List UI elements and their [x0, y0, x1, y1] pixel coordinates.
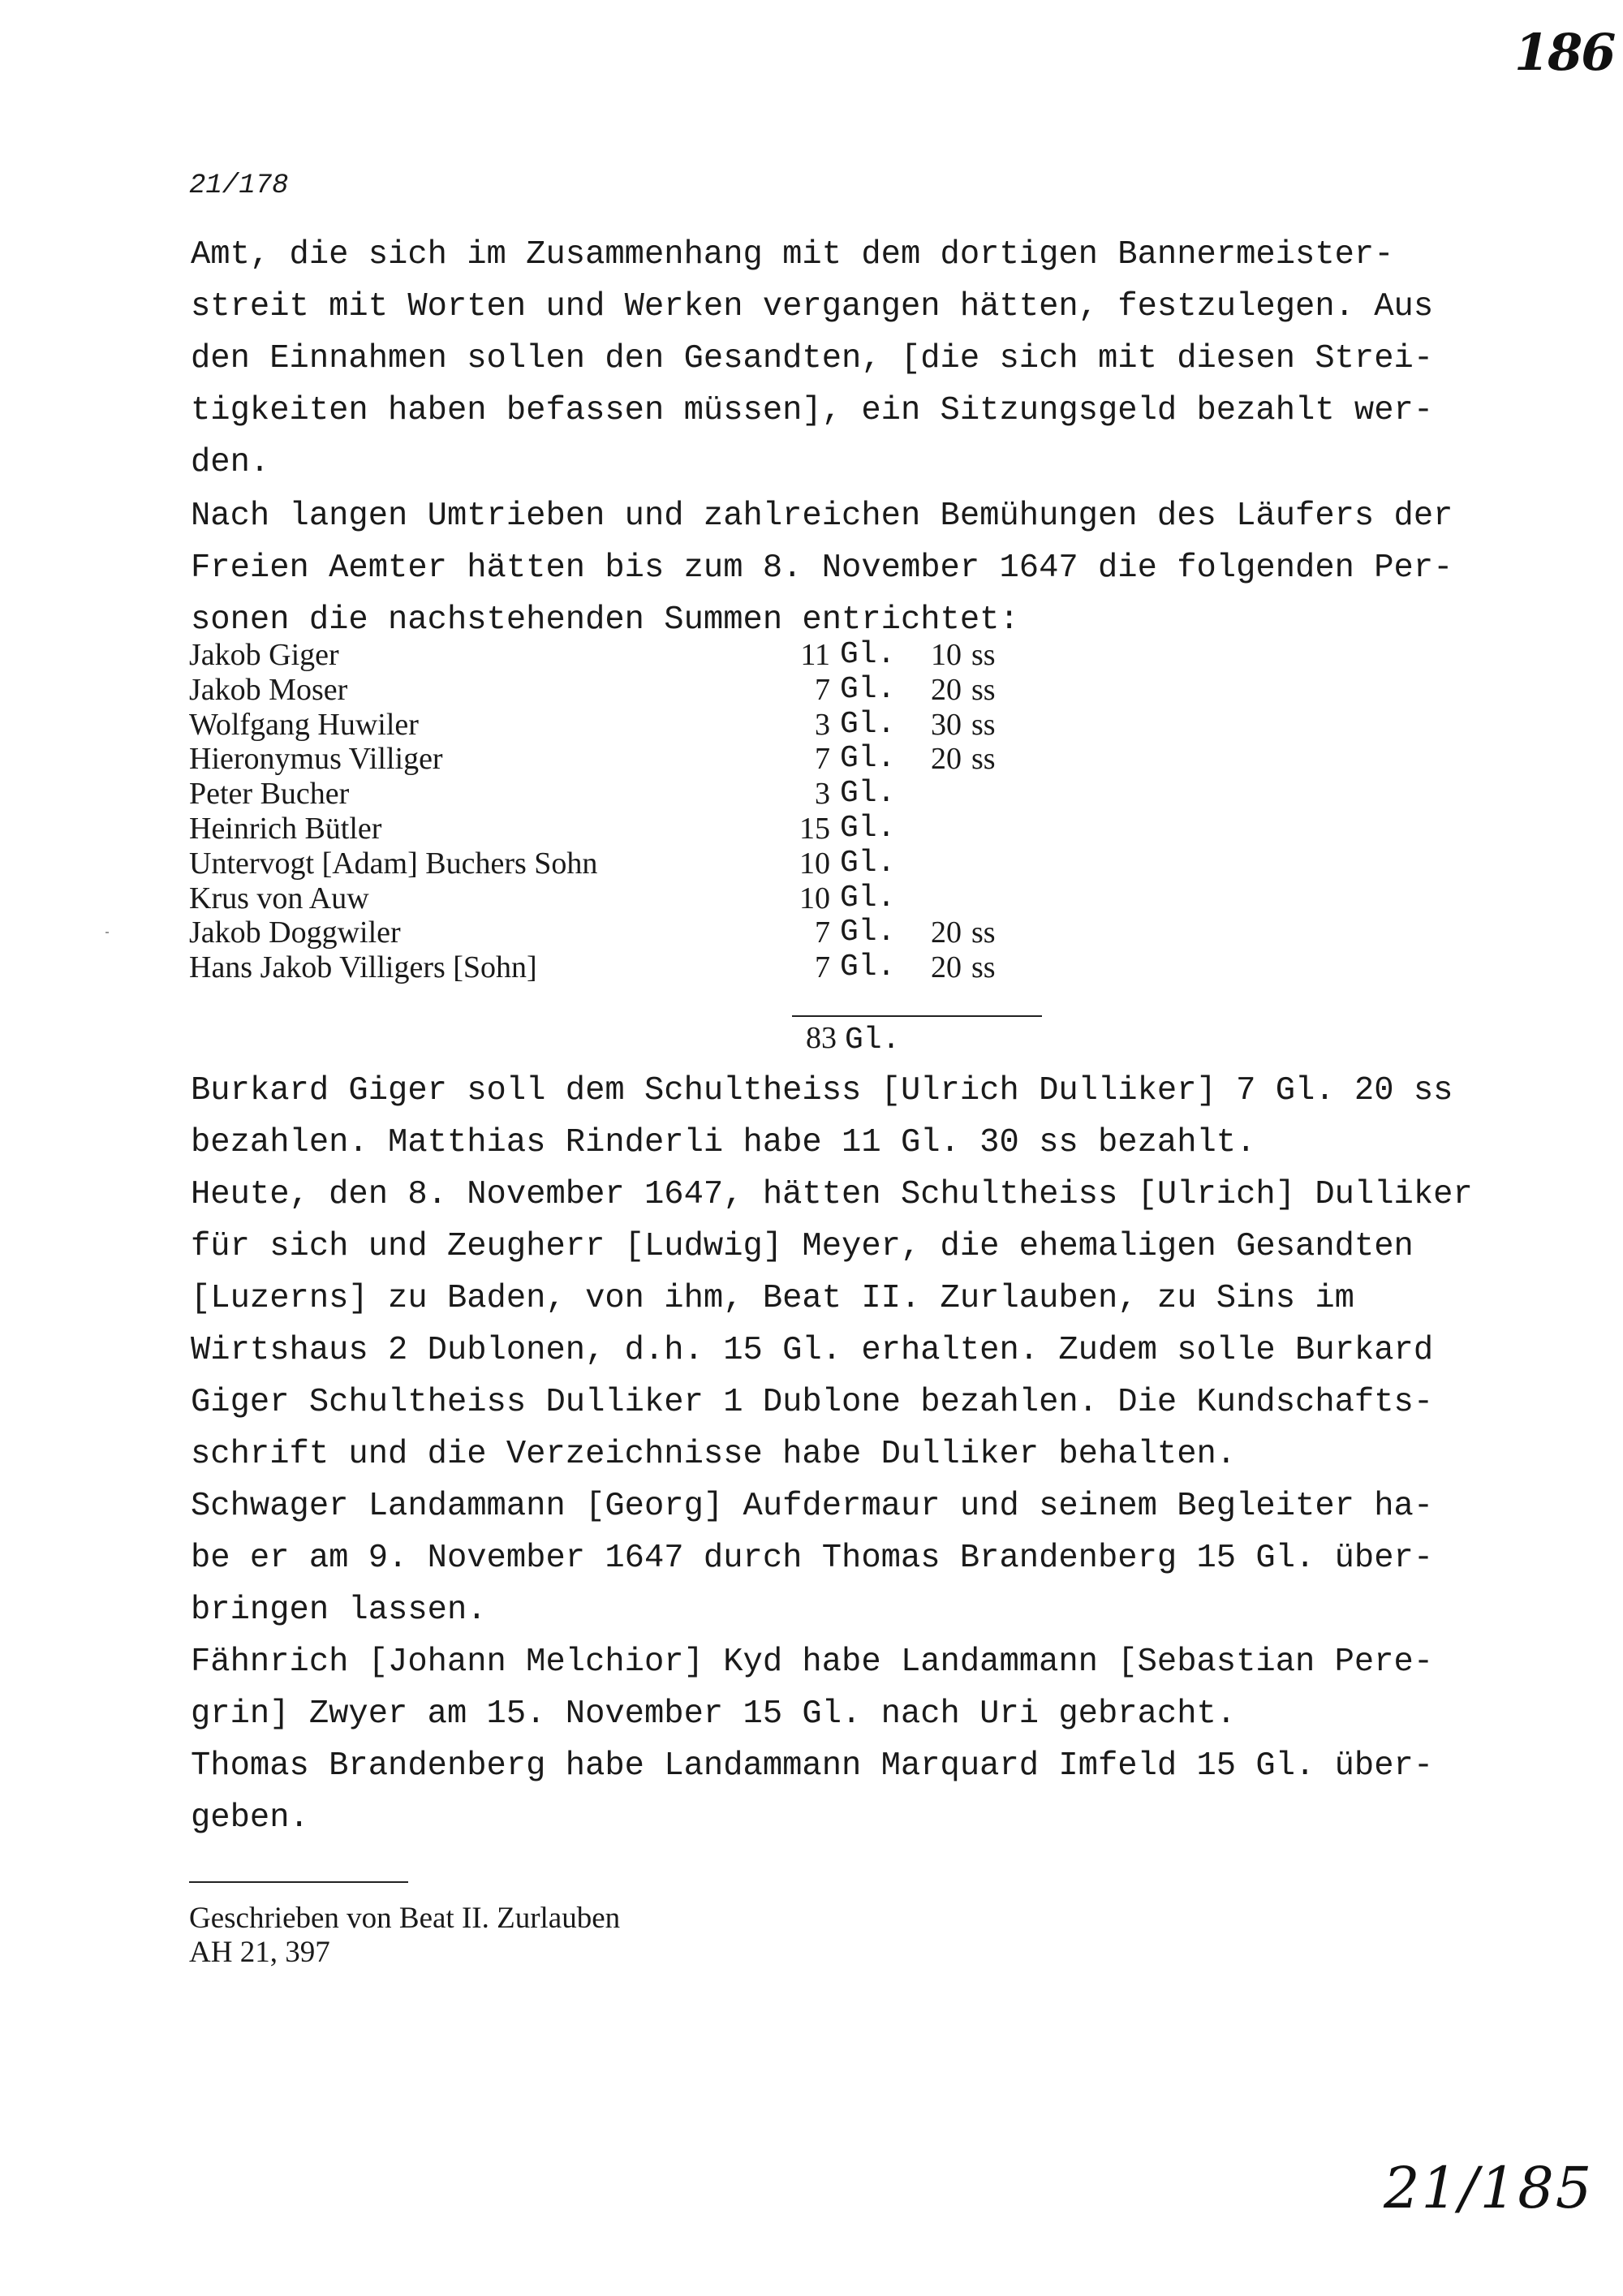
ledger-row: [189, 673, 1020, 708]
gulden-amount: 7: [815, 915, 830, 950]
payer-name: Peter Bucher: [189, 777, 350, 812]
gulden-unit: Gl.: [840, 706, 896, 742]
payer-name: Jakob Giger: [189, 638, 339, 672]
schilling-unit: ss: [971, 950, 996, 985]
schilling-unit: ss: [971, 742, 996, 777]
schilling-amount: [913, 812, 962, 846]
gulden-unit: Gl.: [840, 845, 896, 881]
gulden-unit: Gl.: [840, 950, 896, 985]
sum-rule: [792, 1015, 1042, 1017]
ledger-row: [189, 846, 1020, 881]
schilling-amount: 30: [931, 707, 962, 742]
paragraph-1: Amt, die sich im Zusammenhang mit dem dortigen Bannermeister- streit mit Worten und Werken vergangen hätten, festzulegen. Aus den Einnahmen sollen den Gesandten, [die sich mit diesen Strei- tigkeiten haben befassen müssen], ein Sitzungsgeld bezahlt wer- den.: [191, 236, 1434, 481]
handwritten-page-number: 186: [1514, 23, 1615, 82]
ledger-row: [189, 708, 1020, 743]
gulden-unit: Gl.: [840, 880, 896, 915]
schilling-amount: 20: [931, 915, 962, 950]
payer-name: Krus von Auw: [189, 881, 369, 915]
gulden-amount: 10: [799, 881, 830, 915]
gulden-amount: 15: [799, 811, 830, 846]
schilling-amount: 10: [931, 638, 962, 672]
schilling-unit: ss: [971, 915, 996, 950]
schilling-amount: [913, 881, 962, 916]
ledger-total: [806, 1020, 900, 1058]
schilling-unit: ss: [971, 638, 996, 672]
payer-name: Jakob Doggwiler: [189, 915, 401, 950]
gulden-unit: Gl.: [840, 671, 896, 707]
ledger-row: [189, 638, 1020, 673]
schilling-amount: [913, 777, 962, 812]
schilling-unit: [962, 846, 1020, 881]
ledger-row: [189, 812, 1020, 846]
gulden-amount: 11: [800, 638, 830, 672]
gulden-amount: 7: [815, 672, 830, 707]
schilling-amount: 20: [931, 672, 962, 707]
footnote-rule: [189, 1881, 408, 1883]
gulden-unit: Gl.: [840, 741, 896, 777]
margin-mark: [105, 932, 109, 933]
ledger-row: [189, 881, 1020, 916]
total-unit: Gl.: [845, 1023, 901, 1058]
footnote: Geschrieben von Beat II. Zurlauben AH 21, 397: [189, 1902, 621, 1969]
gulden-unit: Gl.: [840, 776, 896, 812]
ledger-row: [189, 950, 1020, 985]
schilling-unit: ss: [971, 672, 996, 707]
payer-name: Heinrich Bütler: [189, 811, 382, 846]
gulden-unit: Gl.: [840, 915, 896, 950]
schilling-unit: ss: [971, 707, 996, 742]
payer-name: Wolfgang Huwiler: [189, 707, 419, 742]
payer-name: Hieronymus Villiger: [189, 742, 443, 777]
gulden-amount: 10: [799, 846, 830, 881]
payer-name: Untervogt [Adam] Buchers Sohn: [189, 846, 598, 881]
schilling-amount: 20: [931, 742, 962, 777]
paragraph-3: Burkard Giger soll dem Schultheiss [Ulrich Dulliker] 7 Gl. 20 ss bezahlen. Matthias Rinderli habe 11 Gl. 30 ss bezahlt. Heute, den 8. November 1647, hätten Schultheiss [Ulrich] Dulliker für sich und Zeugherr [Ludwig] Meyer, die ehemaligen Gesandten [Luzerns] zu Baden, von ihm, Beat II. Zurlauben, zu Sins im Wirtshaus 2 Dublonen, d.h. 15 Gl. erhalten. Zudem solle Burkard Giger Schultheiss Dulliker 1 Dublone bezahlen. Die Kundschafts- schrift und die Verzeichnisse habe Dulliker behalten. Schwager Landammann [Georg] Aufdermaur und seinem Begleiter ha- be er am 9. November 1647 durch Thomas Brandenberg 15 Gl. über- bringen lassen. Fähnrich [Johann Melchior] Kyd habe Landammann [Sebastian Pere- grin] Zwyer am 15. November 15 Gl. nach Uri gebracht. Thomas Brandenberg habe Landammann Marquard Imfeld 15 Gl. über- geben.: [191, 1072, 1473, 1837]
gulden-unit: Gl.: [840, 637, 896, 672]
schilling-unit: [962, 812, 1020, 846]
ledger-row: [189, 777, 1020, 812]
schilling-unit: [962, 777, 1020, 812]
paragraph-2: Nach langen Umtrieben und zahlreichen Bemühungen des Läufers der Freien Aemter hätten bis zum 8. November 1647 die folgenden Per- sonen die nachstehenden Summen entrichtet:: [191, 498, 1453, 639]
gulden-amount: 7: [815, 742, 830, 777]
payment-ledger: [189, 638, 1020, 985]
gulden-unit: Gl.: [840, 810, 896, 846]
ledger-row: [189, 742, 1020, 777]
schilling-amount: [913, 846, 962, 881]
gulden-amount: 3: [815, 707, 830, 742]
gulden-amount: 3: [815, 777, 830, 812]
handwritten-archive-number: 21/185: [1384, 2155, 1594, 2221]
gulden-amount: 7: [815, 950, 830, 985]
total-amount: 83: [806, 1021, 837, 1055]
document-reference: 21/178: [189, 170, 289, 201]
payer-name: Jakob Moser: [189, 672, 348, 707]
ledger-row: [189, 915, 1020, 950]
payer-name: Hans Jakob Villigers [Sohn]: [189, 950, 537, 985]
schilling-unit: [962, 881, 1020, 916]
schilling-amount: 20: [931, 950, 962, 985]
